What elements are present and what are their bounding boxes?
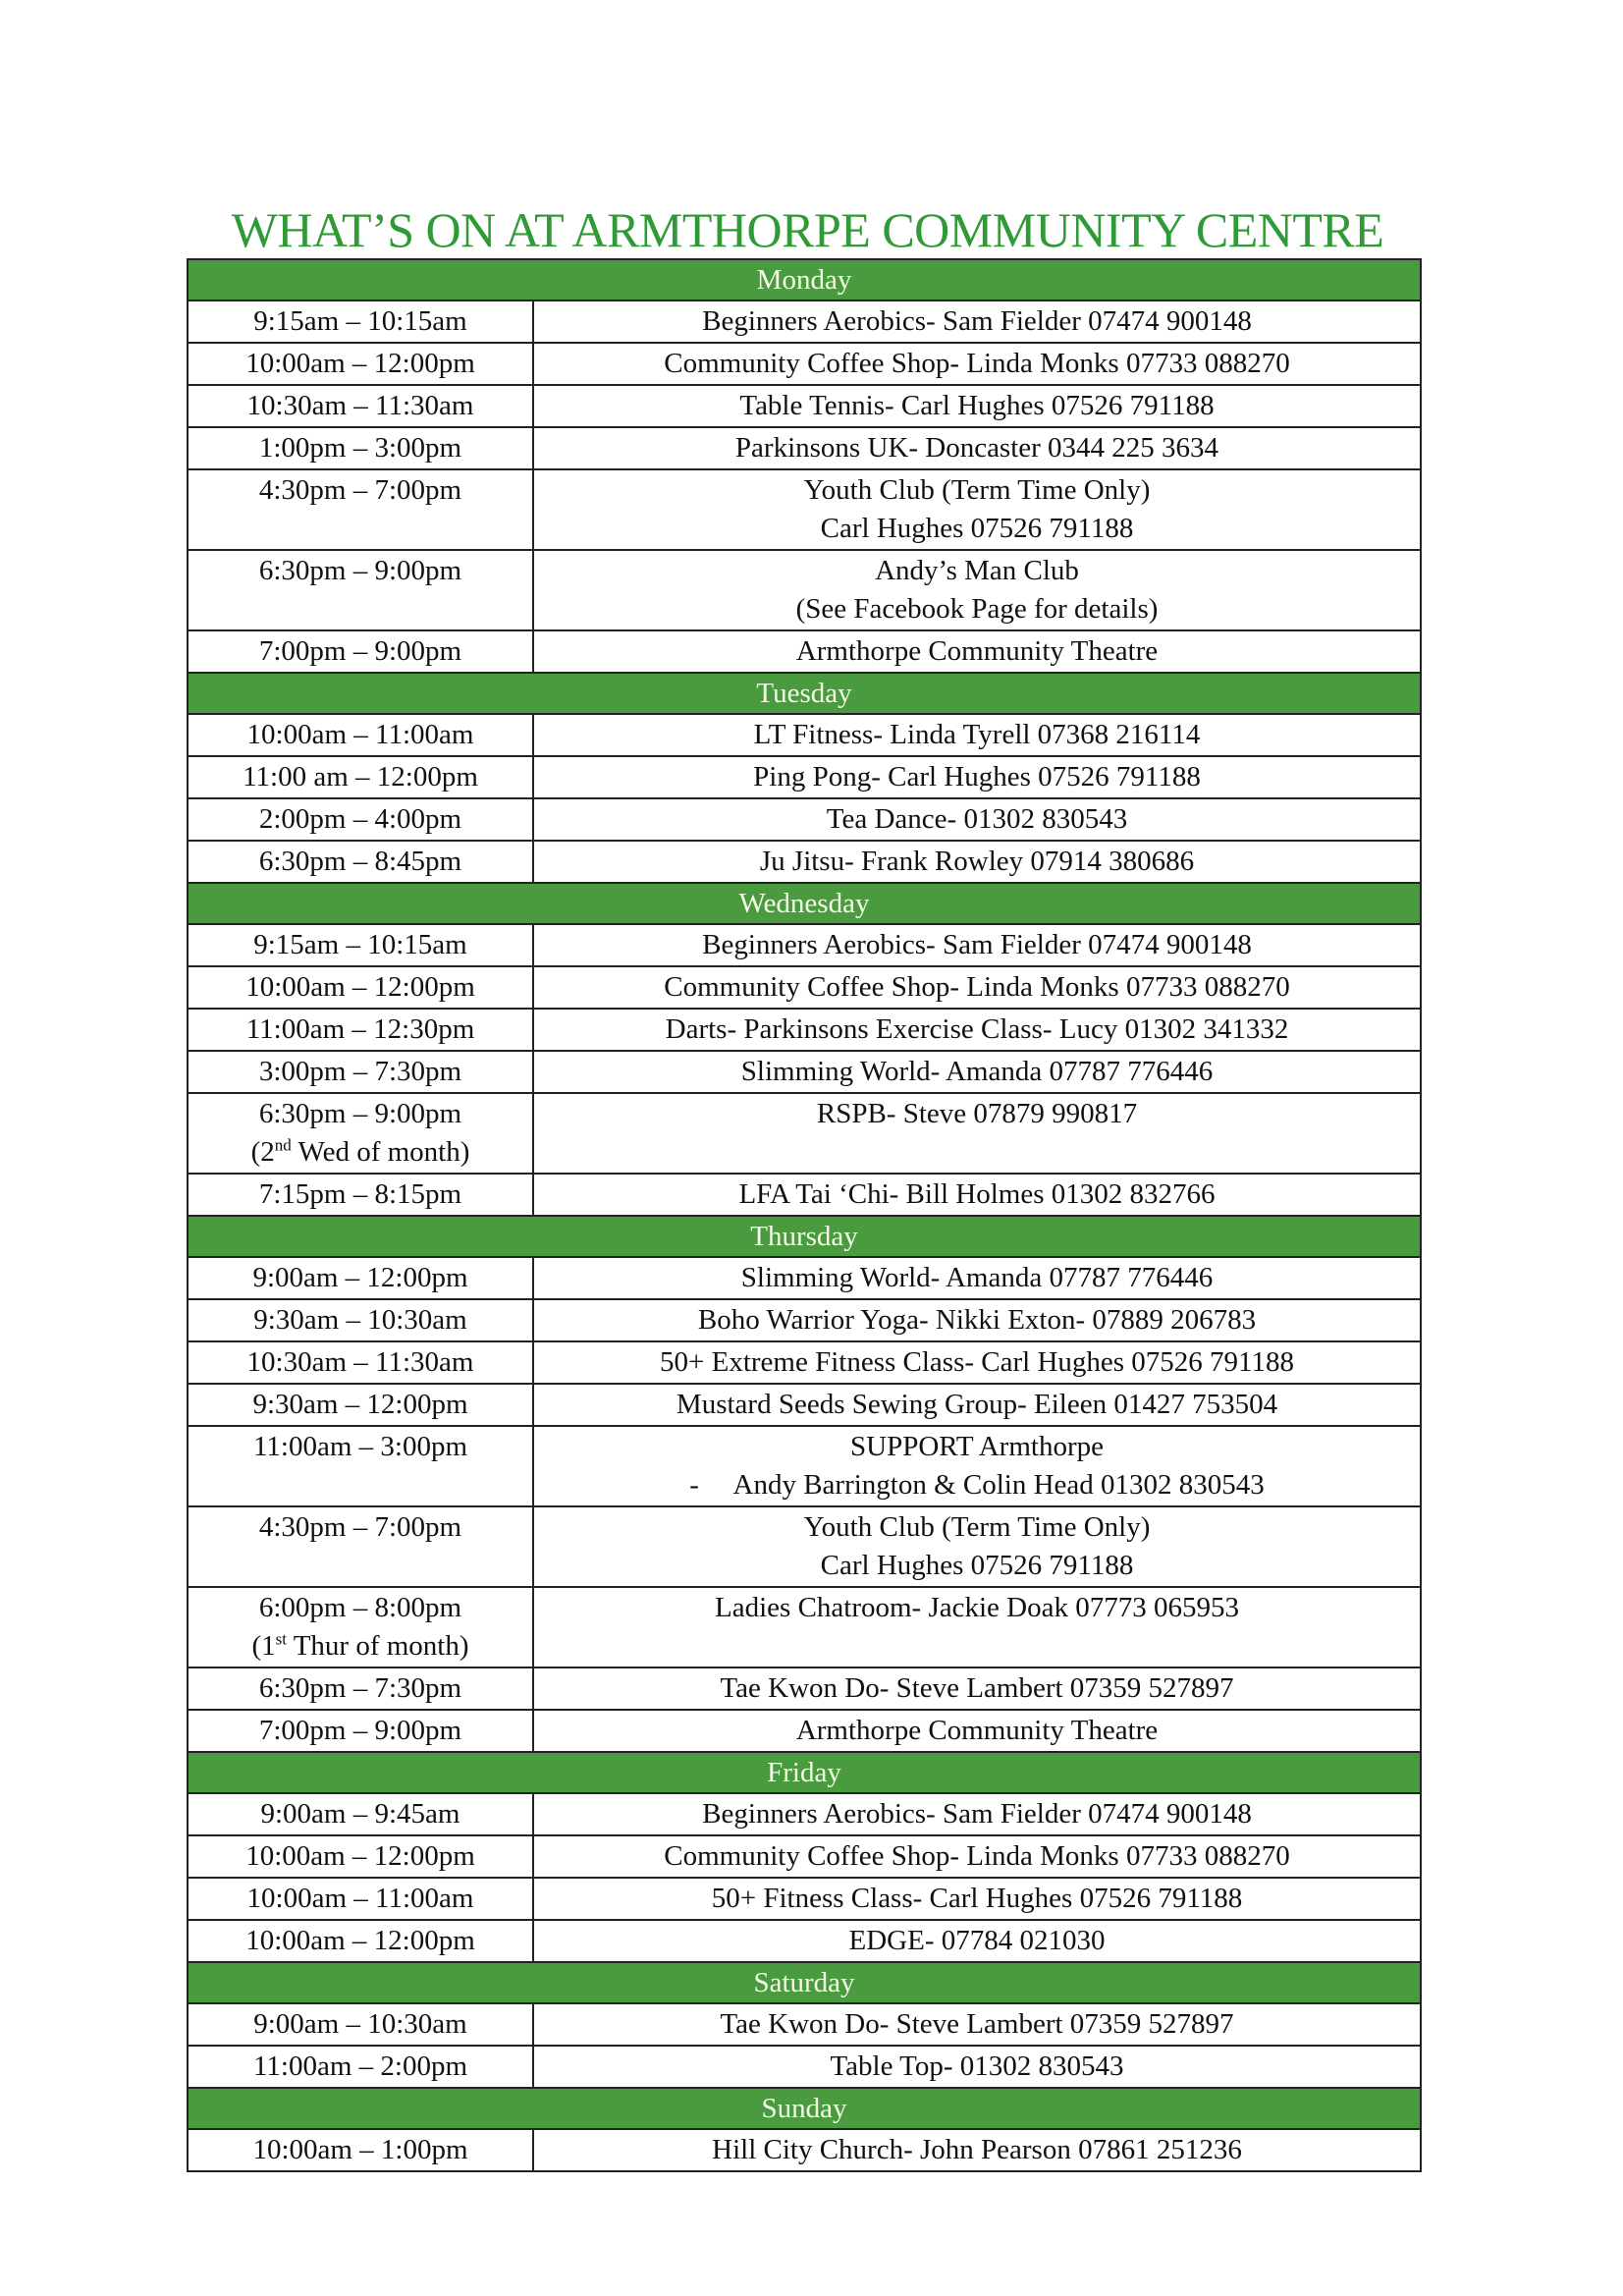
time-text: 9:00am – 10:30am — [253, 2008, 467, 2040]
time-text: 9:15am – 10:15am — [253, 929, 467, 960]
activity-text: Youth Club (Term Time Only) — [803, 1511, 1151, 1543]
activity-text: - Andy Barrington & Colin Head 01302 830543 — [689, 1469, 1265, 1501]
activity-text: Ladies Chatroom- Jackie Doak 07773 065953 — [715, 1592, 1239, 1623]
time-cell — [189, 1342, 534, 1383]
note-prefix: (1 — [251, 1630, 276, 1662]
time-text: 10:00am – 12:00pm — [245, 1925, 475, 1956]
time-cell — [189, 1427, 534, 1505]
table-row — [189, 428, 1420, 470]
time-cell — [189, 2004, 534, 2045]
activity-text: Ping Pong- Carl Hughes 07526 791188 — [753, 761, 1201, 793]
activity-text: LT Fitness- Linda Tyrell 07368 216114 — [753, 719, 1201, 750]
activity-cell — [534, 1668, 1420, 1709]
activity-cell — [534, 631, 1420, 672]
schedule-table — [187, 258, 1422, 2172]
table-row — [189, 1921, 1420, 1963]
table-row — [189, 1711, 1420, 1753]
activity-cell — [534, 386, 1420, 426]
table-row — [189, 2047, 1420, 2089]
activity-cell — [534, 1836, 1420, 1877]
time-cell — [189, 386, 534, 426]
time-text: 11:00am – 12:30pm — [245, 1013, 475, 1045]
day-header-sunday: Sunday — [189, 2089, 1420, 2130]
time-text: 2:00pm – 4:00pm — [258, 803, 462, 835]
activity-text — [534, 1627, 1420, 1666]
table-row — [189, 1588, 1420, 1668]
time-text: 10:00am – 11:00am — [246, 1883, 474, 1914]
note-superscript: nd — [274, 1135, 292, 1155]
activity-cell — [534, 967, 1420, 1008]
table-row — [189, 470, 1420, 551]
time-cell — [189, 925, 534, 965]
table-row — [189, 301, 1420, 344]
time-cell — [189, 967, 534, 1008]
table-row — [189, 1507, 1420, 1588]
time-cell — [189, 799, 534, 840]
activity-text: Tae Kwon Do- Steve Lambert 07359 527897 — [720, 1672, 1234, 1704]
time-text: 11:00 am – 12:00pm — [243, 761, 478, 793]
activity-cell — [534, 2130, 1420, 2170]
activity-cell — [534, 344, 1420, 384]
day-header-friday: Friday — [189, 1753, 1420, 1794]
activity-cell — [534, 1711, 1420, 1751]
activity-text: Beginners Aerobics- Sam Fielder 07474 900148 — [702, 929, 1252, 960]
table-row — [189, 551, 1420, 631]
time-text: 10:00am – 11:00am — [246, 719, 474, 750]
activity-cell — [534, 551, 1420, 629]
time-cell — [189, 1668, 534, 1709]
activity-text — [534, 1133, 1420, 1172]
activity-text: Slimming World- Amanda 07787 776446 — [740, 1056, 1214, 1087]
activity-text: Carl Hughes 07526 791188 — [820, 513, 1134, 544]
time-cell — [189, 2130, 534, 2170]
time-cell — [189, 631, 534, 672]
activity-text: Darts- Parkinsons Exercise Class- Lucy 01302 341332 — [665, 1013, 1289, 1045]
activity-text: LFA Tai ‘Chi- Bill Holmes 01302 832766 — [738, 1178, 1216, 1210]
activity-cell — [534, 1175, 1420, 1215]
activity-text: EDGE- 07784 021030 — [848, 1925, 1106, 1956]
activity-text: Youth Club (Term Time Only) — [803, 474, 1151, 506]
time-text: 10:00am – 1:00pm — [252, 2134, 468, 2165]
table-row — [189, 386, 1420, 428]
time-text: 11:00am – 3:00pm — [252, 1431, 468, 1462]
activity-cell — [534, 470, 1420, 549]
time-text: 6:00pm – 8:00pm — [258, 1592, 462, 1623]
time-text: 6:30pm – 7:30pm — [258, 1672, 462, 1704]
activity-text: Parkinsons UK- Doncaster 0344 225 3634 — [734, 432, 1219, 464]
table-row — [189, 1342, 1420, 1385]
activity-text: (See Facebook Page for details) — [795, 593, 1159, 625]
time-cell — [189, 2047, 534, 2087]
time-text: 9:00am – 12:00pm — [252, 1262, 468, 1293]
table-row — [189, 967, 1420, 1010]
time-text: 4:30pm – 7:00pm — [258, 474, 462, 506]
time-cell — [189, 551, 534, 629]
table-row — [189, 757, 1420, 799]
table-row — [189, 715, 1420, 757]
activity-text: Slimming World- Amanda 07787 776446 — [740, 1262, 1214, 1293]
time-cell — [189, 1300, 534, 1340]
activity-cell — [534, 1921, 1420, 1961]
time-note — [189, 1133, 532, 1172]
activity-text: Tae Kwon Do- Steve Lambert 07359 527897 — [720, 2008, 1234, 2040]
day-header-thursday: Thursday — [189, 1217, 1420, 1258]
time-text: 7:15pm – 8:15pm — [258, 1178, 462, 1210]
activity-cell — [534, 1052, 1420, 1092]
time-cell — [189, 1836, 534, 1877]
activity-text: Community Coffee Shop- Linda Monks 07733 088270 — [664, 348, 1290, 379]
table-row — [189, 1052, 1420, 1094]
table-row — [189, 1175, 1420, 1217]
table-row — [189, 1385, 1420, 1427]
activity-cell — [534, 1427, 1420, 1505]
time-cell — [189, 1879, 534, 1919]
time-cell — [189, 842, 534, 882]
table-row — [189, 1794, 1420, 1836]
time-text: 10:30am – 11:30am — [246, 390, 474, 421]
activity-text: Armthorpe Community Theatre — [795, 1715, 1159, 1746]
table-row — [189, 925, 1420, 967]
time-text: 3:00pm – 7:30pm — [258, 1056, 462, 1087]
time-text: 9:00am – 9:45am — [260, 1798, 460, 1830]
time-cell — [189, 1921, 534, 1961]
activity-text: Tea Dance- 01302 830543 — [826, 803, 1128, 835]
activity-cell — [534, 1507, 1420, 1586]
page-title: WHAT’S ON AT ARMTHORPE COMMUNITY CENTRE — [231, 202, 1384, 257]
activity-cell — [534, 1385, 1420, 1425]
time-cell — [189, 1175, 534, 1215]
time-cell — [189, 1711, 534, 1751]
time-cell — [189, 344, 534, 384]
activity-cell — [534, 799, 1420, 840]
activity-text: Hill City Church- John Pearson 07861 251236 — [712, 2134, 1242, 2165]
activity-cell — [534, 1342, 1420, 1383]
activity-text: RSPB- Steve 07879 990817 — [816, 1098, 1138, 1129]
time-text: 9:15am – 10:15am — [253, 305, 467, 337]
table-row — [189, 842, 1420, 884]
time-cell — [189, 1094, 534, 1173]
table-row — [189, 1427, 1420, 1507]
activity-cell — [534, 715, 1420, 755]
activity-text: Community Coffee Shop- Linda Monks 07733 088270 — [664, 971, 1290, 1003]
activity-text: SUPPORT Armthorpe — [850, 1431, 1104, 1462]
activity-text: Boho Warrior Yoga- Nikki Exton- 07889 206783 — [697, 1304, 1257, 1336]
activity-text: Beginners Aerobics- Sam Fielder 07474 900148 — [702, 1798, 1252, 1830]
activity-cell — [534, 1094, 1420, 1173]
time-text: 9:30am – 12:00pm — [252, 1389, 468, 1420]
time-text: 11:00am – 2:00pm — [252, 2050, 468, 2082]
activity-cell — [534, 428, 1420, 468]
activity-text: Beginners Aerobics- Sam Fielder 07474 900148 — [702, 305, 1252, 337]
time-cell — [189, 1010, 534, 1050]
table-row — [189, 344, 1420, 386]
time-cell — [189, 1052, 534, 1092]
activity-text: Ju Jitsu- Frank Rowley 07914 380686 — [759, 846, 1195, 877]
activity-cell — [534, 925, 1420, 965]
time-text: 6:30pm – 9:00pm — [258, 555, 462, 586]
note-prefix: (2 — [250, 1136, 275, 1168]
time-cell — [189, 428, 534, 468]
table-row — [189, 1094, 1420, 1175]
time-cell — [189, 301, 534, 342]
table-row — [189, 2004, 1420, 2047]
activity-cell — [534, 2047, 1420, 2087]
activity-text: Carl Hughes 07526 791188 — [820, 1550, 1134, 1581]
day-header-saturday: Saturday — [189, 1963, 1420, 2004]
activity-cell — [534, 2004, 1420, 2045]
note-suffix: Thur of month) — [286, 1630, 469, 1662]
activity-cell — [534, 1300, 1420, 1340]
time-cell — [189, 757, 534, 797]
activity-cell — [534, 301, 1420, 342]
activity-text: Mustard Seeds Sewing Group- Eileen 01427 753504 — [676, 1389, 1278, 1420]
table-row — [189, 1258, 1420, 1300]
time-text: 10:00am – 12:00pm — [245, 971, 475, 1003]
time-text: 10:00am – 12:00pm — [245, 348, 475, 379]
activity-text: Table Top- 01302 830543 — [830, 2050, 1124, 2082]
activity-text: Table Tennis- Carl Hughes 07526 791188 — [739, 390, 1215, 421]
note-superscript: st — [275, 1629, 287, 1649]
activity-cell — [534, 757, 1420, 797]
time-text: 7:00pm – 9:00pm — [258, 1715, 462, 1746]
day-header-wednesday: Wednesday — [189, 884, 1420, 925]
activity-text: Community Coffee Shop- Linda Monks 07733 088270 — [664, 1840, 1290, 1872]
time-text: 6:30pm – 8:45pm — [258, 846, 462, 877]
time-cell — [189, 1507, 534, 1586]
table-row — [189, 1668, 1420, 1711]
activity-text: Andy’s Man Club — [875, 555, 1079, 586]
time-cell — [189, 715, 534, 755]
time-cell — [189, 1588, 534, 1667]
time-text: 9:30am – 10:30am — [253, 1304, 467, 1336]
table-row — [189, 1879, 1420, 1921]
time-cell — [189, 1794, 534, 1834]
table-row — [189, 1836, 1420, 1879]
activity-cell — [534, 1258, 1420, 1298]
time-text: 10:00am – 12:00pm — [245, 1840, 475, 1872]
activity-cell — [534, 1010, 1420, 1050]
table-row — [189, 1300, 1420, 1342]
time-text: 6:30pm – 9:00pm — [258, 1098, 462, 1129]
activity-text: Armthorpe Community Theatre — [795, 635, 1159, 667]
table-row — [189, 799, 1420, 842]
activity-cell — [534, 1879, 1420, 1919]
time-text: 1:00pm – 3:00pm — [258, 432, 462, 464]
table-row — [189, 1010, 1420, 1052]
activity-cell — [534, 842, 1420, 882]
time-cell — [189, 1258, 534, 1298]
time-note — [189, 1627, 532, 1666]
day-header-tuesday: Tuesday — [189, 674, 1420, 715]
table-row — [189, 2130, 1420, 2172]
activity-cell — [534, 1794, 1420, 1834]
activity-text: 50+ Extreme Fitness Class- Carl Hughes 07526 791188 — [660, 1346, 1294, 1378]
day-header-monday: Monday — [189, 260, 1420, 301]
activity-cell — [534, 1588, 1420, 1667]
activity-text: 50+ Fitness Class- Carl Hughes 07526 791188 — [711, 1883, 1243, 1914]
time-cell — [189, 470, 534, 549]
time-text: 4:30pm – 7:00pm — [258, 1511, 462, 1543]
time-text: 7:00pm – 9:00pm — [258, 635, 462, 667]
time-cell — [189, 1385, 534, 1425]
time-text: 10:30am – 11:30am — [246, 1346, 474, 1378]
table-row — [189, 631, 1420, 674]
note-suffix: Wed of month) — [291, 1136, 470, 1168]
